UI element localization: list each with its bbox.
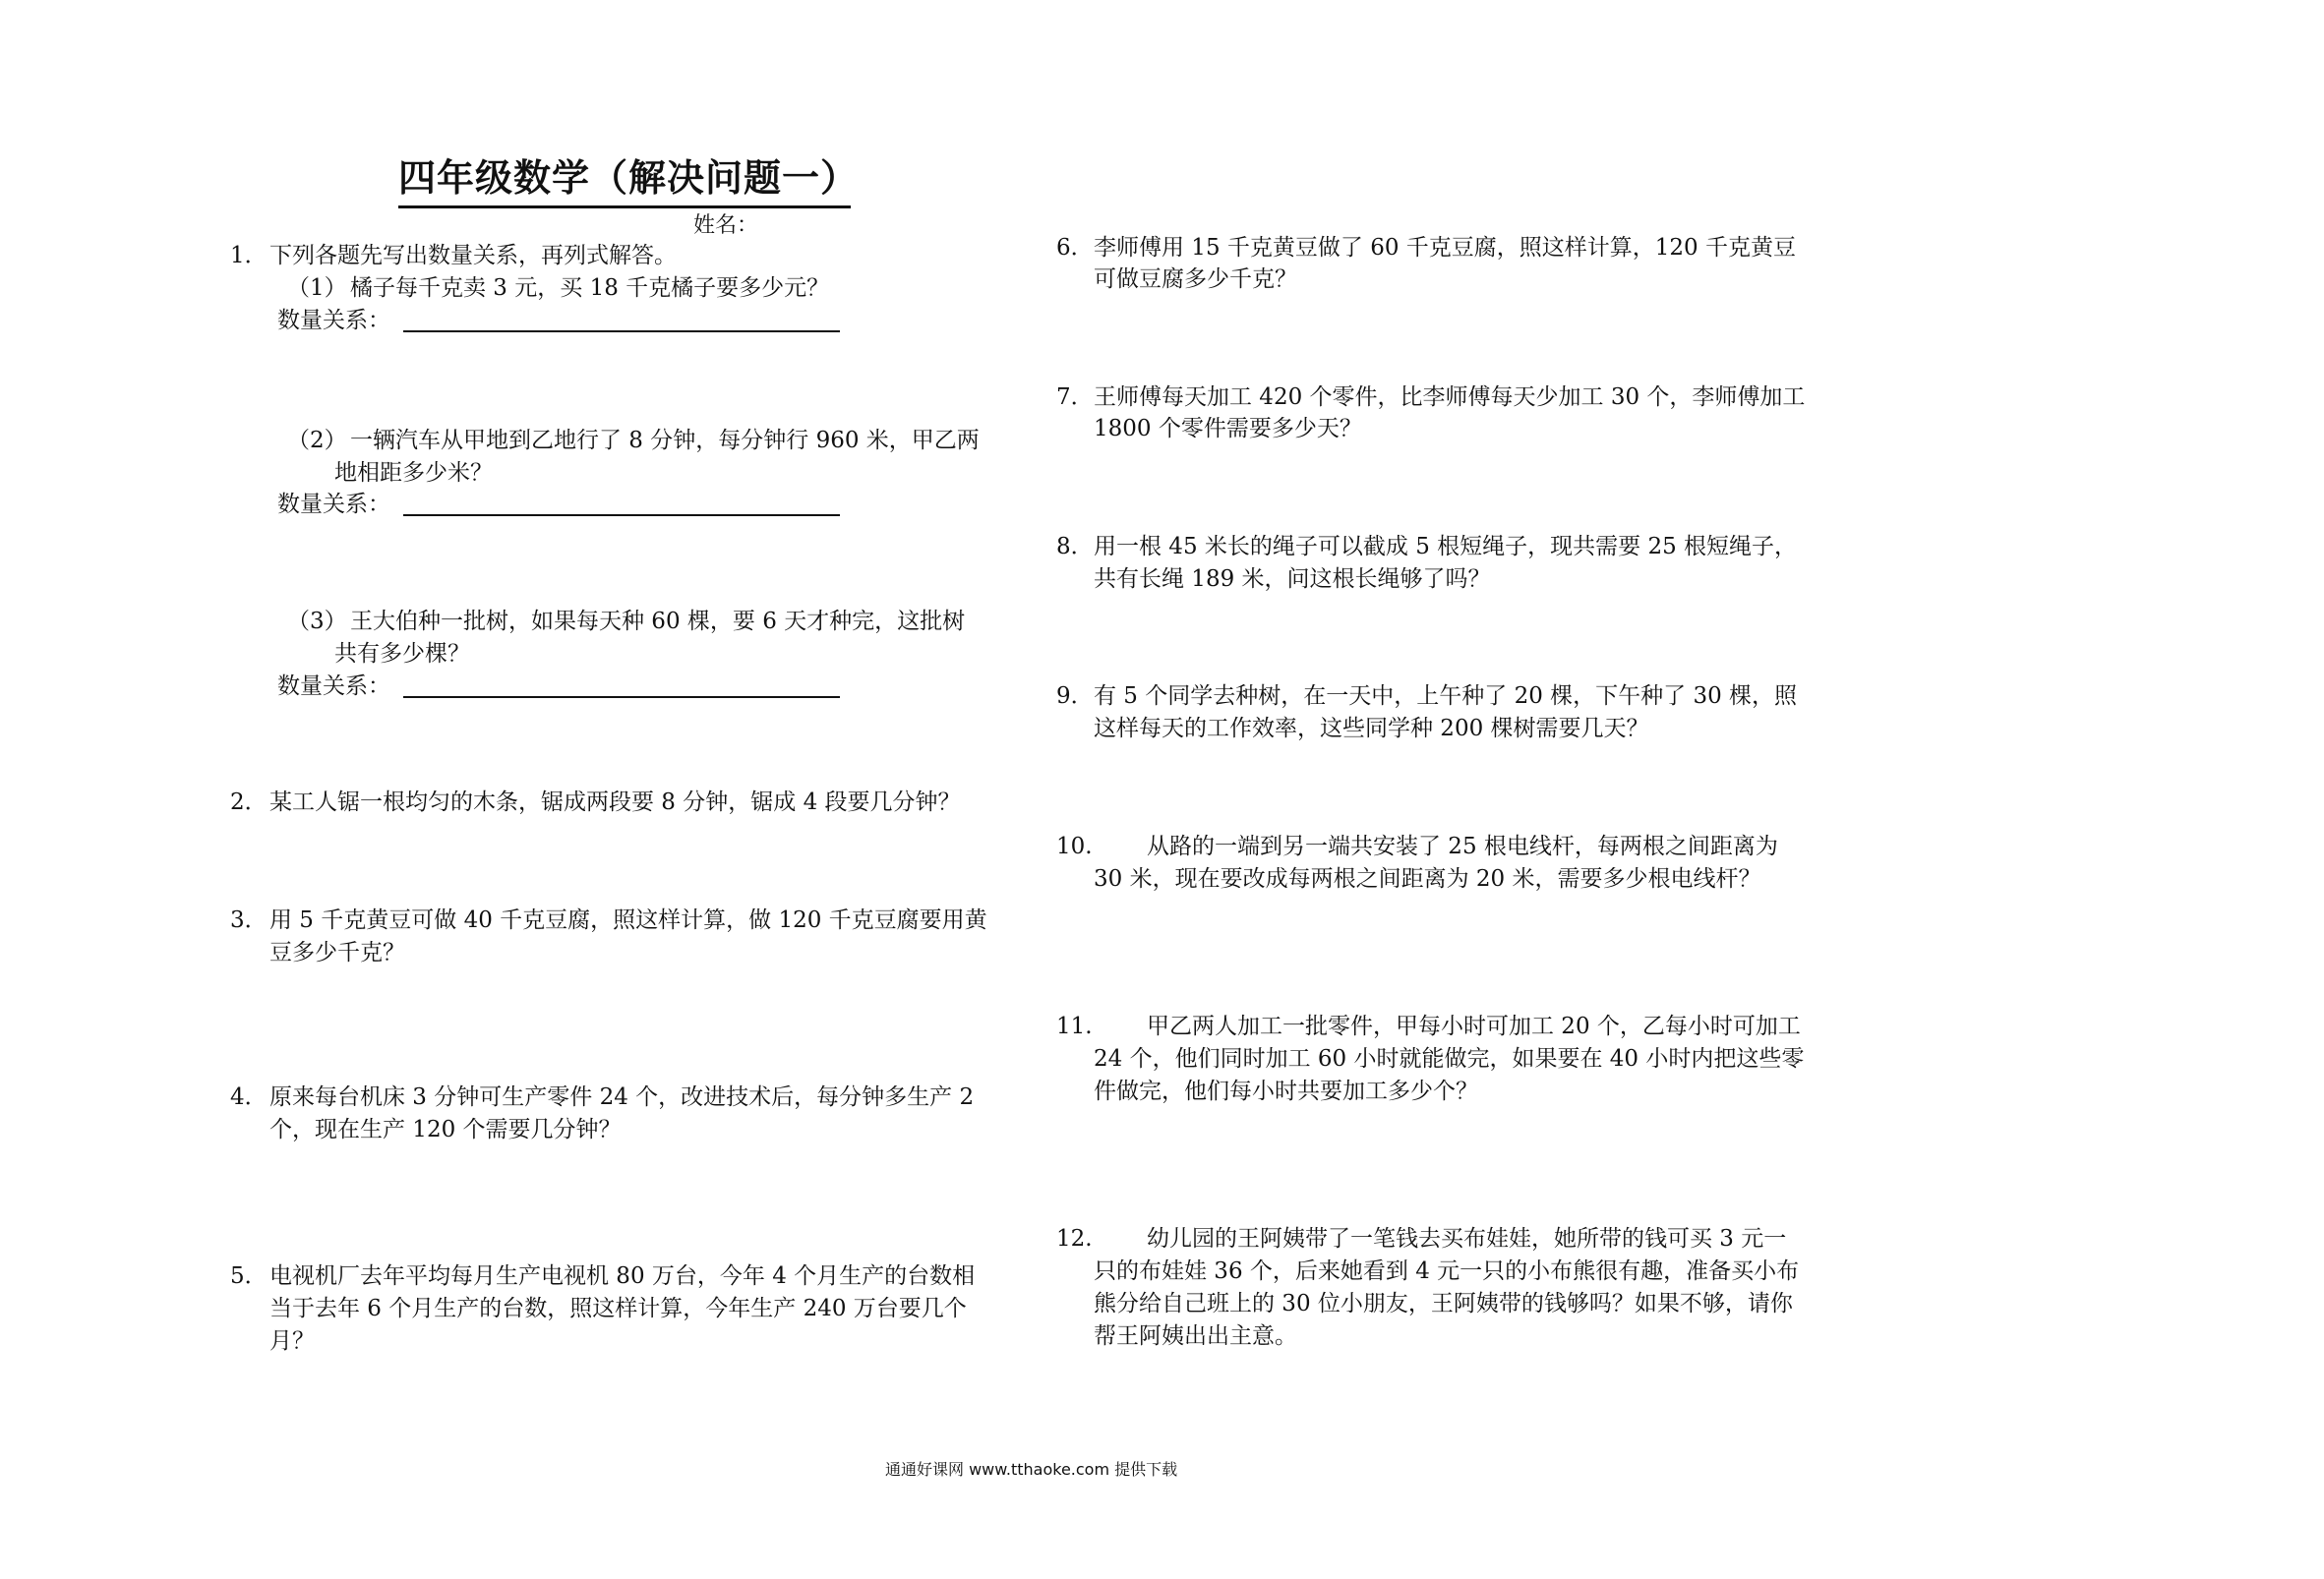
question-5-number: 5． bbox=[230, 1263, 268, 1289]
answer-line-2[interactable] bbox=[403, 514, 840, 516]
question-12-line-4: 帮王阿姨出出主意。 bbox=[1094, 1323, 1297, 1349]
relation-label-1: 数量关系： bbox=[277, 308, 390, 333]
sub-2-line-2: 地相距多少米？ bbox=[334, 460, 493, 486]
question-6-number: 6． bbox=[1056, 235, 1094, 261]
question-11-line-1: 甲乙两人加工一批零件，甲每小时可加工 20 个，乙每小时可加工 bbox=[1147, 1014, 1801, 1039]
question-1-text: 下列各题先写出数量关系，再列式解答。 bbox=[269, 243, 677, 268]
question-3-line-2: 豆多少千克？ bbox=[269, 940, 405, 965]
question-10-line-2: 30 米，现在要改成每两根之间距离为 20 米，需要多少根电线杆？ bbox=[1094, 866, 1761, 892]
question-12-number: 12. bbox=[1056, 1226, 1093, 1252]
question-3-number: 3． bbox=[230, 907, 268, 933]
question-2-line-1: 某工人锯一根均匀的木条，锯成两段要 8 分钟，锯成 4 段要几分钟？ bbox=[269, 790, 961, 815]
question-8-line-1: 用一根 45 米长的绳子可以截成 5 根短绳子，现共需要 25 根短绳子， bbox=[1094, 534, 1798, 559]
question-9-line-1: 有 5 个同学去种树，在一天中，上午种了 20 棵，下午种了 30 棵，照 bbox=[1094, 683, 1798, 709]
answer-line-1[interactable] bbox=[403, 330, 840, 332]
question-11-line-3: 件做完，他们每小时共要加工多少个？ bbox=[1094, 1079, 1478, 1104]
sub-2-number: （2） bbox=[287, 428, 347, 453]
question-12-line-3: 熊分给自己班上的 30 位小朋友，王阿姨带的钱够吗？如果不够，请你 bbox=[1094, 1291, 1793, 1316]
sub-1-line-1: 橘子每千克卖 3 元，买 18 千克橘子要多少元？ bbox=[350, 275, 830, 301]
relation-label-2: 数量关系： bbox=[277, 492, 390, 517]
question-8-number: 8． bbox=[1056, 534, 1094, 559]
question-2-number: 2． bbox=[230, 790, 268, 815]
question-4-number: 4． bbox=[230, 1084, 268, 1110]
question-12-line-2: 只的布娃娃 36 个，后来她看到 4 元一只的小布熊很有趣，准备买小布 bbox=[1094, 1258, 1800, 1284]
question-7-number: 7． bbox=[1056, 384, 1094, 410]
question-5-line-1: 电视机厂去年平均每月生产电视机 80 万台，今年 4 个月生产的台数相 bbox=[269, 1263, 976, 1289]
sub-1-number: （1） bbox=[287, 275, 347, 301]
question-7-line-2: 1800 个零件需要多少天？ bbox=[1094, 416, 1362, 441]
question-4-line-1: 原来每台机床 3 分钟可生产零件 24 个，改进技术后，每分钟多生产 2 bbox=[269, 1084, 975, 1110]
question-6-line-1: 李师傅用 15 千克黄豆做了 60 千克豆腐，照这样计算，120 千克黄豆 bbox=[1094, 235, 1796, 261]
answer-line-3[interactable] bbox=[403, 696, 840, 698]
question-6-line-2: 可做豆腐多少千克？ bbox=[1094, 266, 1297, 292]
sub-3-line-2: 共有多少棵？ bbox=[334, 641, 470, 667]
question-5-line-2: 当于去年 6 个月生产的台数，照这样计算，今年生产 240 万台要几个 bbox=[269, 1296, 967, 1321]
question-9-line-2: 这样每天的工作效率，这些同学种 200 棵树需要几天？ bbox=[1094, 716, 1649, 741]
question-10-number: 10. bbox=[1056, 834, 1093, 859]
relation-label-3: 数量关系： bbox=[277, 673, 390, 699]
page-title: 四年级数学（解决问题一） bbox=[398, 147, 851, 208]
sub-3-line-1: 王大伯种一批树，如果每天种 60 棵，要 6 天才种完，这批树 bbox=[350, 609, 966, 634]
question-9-number: 9． bbox=[1056, 683, 1094, 709]
question-11-line-2: 24 个，他们同时加工 60 小时就能做完，如果要在 40 小时内把这些零 bbox=[1094, 1046, 1805, 1072]
name-label: 姓名： bbox=[693, 213, 759, 238]
question-10-line-1: 从路的一端到另一端共安装了 25 根电线杆，每两根之间距离为 bbox=[1147, 834, 1778, 859]
question-5-line-3: 月？ bbox=[269, 1328, 315, 1354]
question-3-line-1: 用 5 千克黄豆可做 40 千克豆腐，照这样计算，做 120 千克豆腐要用黄 bbox=[269, 907, 987, 933]
question-11-number: 11. bbox=[1056, 1014, 1093, 1039]
question-12-line-1: 幼儿园的王阿姨带了一笔钱去买布娃娃，她所带的钱可买 3 元一 bbox=[1147, 1226, 1787, 1252]
question-7-line-1: 王师傅每天加工 420 个零件，比李师傅每天少加工 30 个，李师傅加工 bbox=[1094, 384, 1806, 410]
question-8-line-2: 共有长绳 189 米，问这根长绳够了吗？ bbox=[1094, 566, 1491, 592]
sub-2-line-1: 一辆汽车从甲地到乙地行了 8 分钟，每分钟行 960 米，甲乙两 bbox=[350, 428, 980, 453]
question-4-line-2: 个，现在生产 120 个需要几分钟？ bbox=[269, 1117, 622, 1142]
sub-3-number: （3） bbox=[287, 609, 347, 634]
footer-source: 通通好课网 www.tthaoke.com 提供下载 bbox=[885, 1460, 1178, 1479]
question-1-number: 1． bbox=[230, 243, 268, 268]
